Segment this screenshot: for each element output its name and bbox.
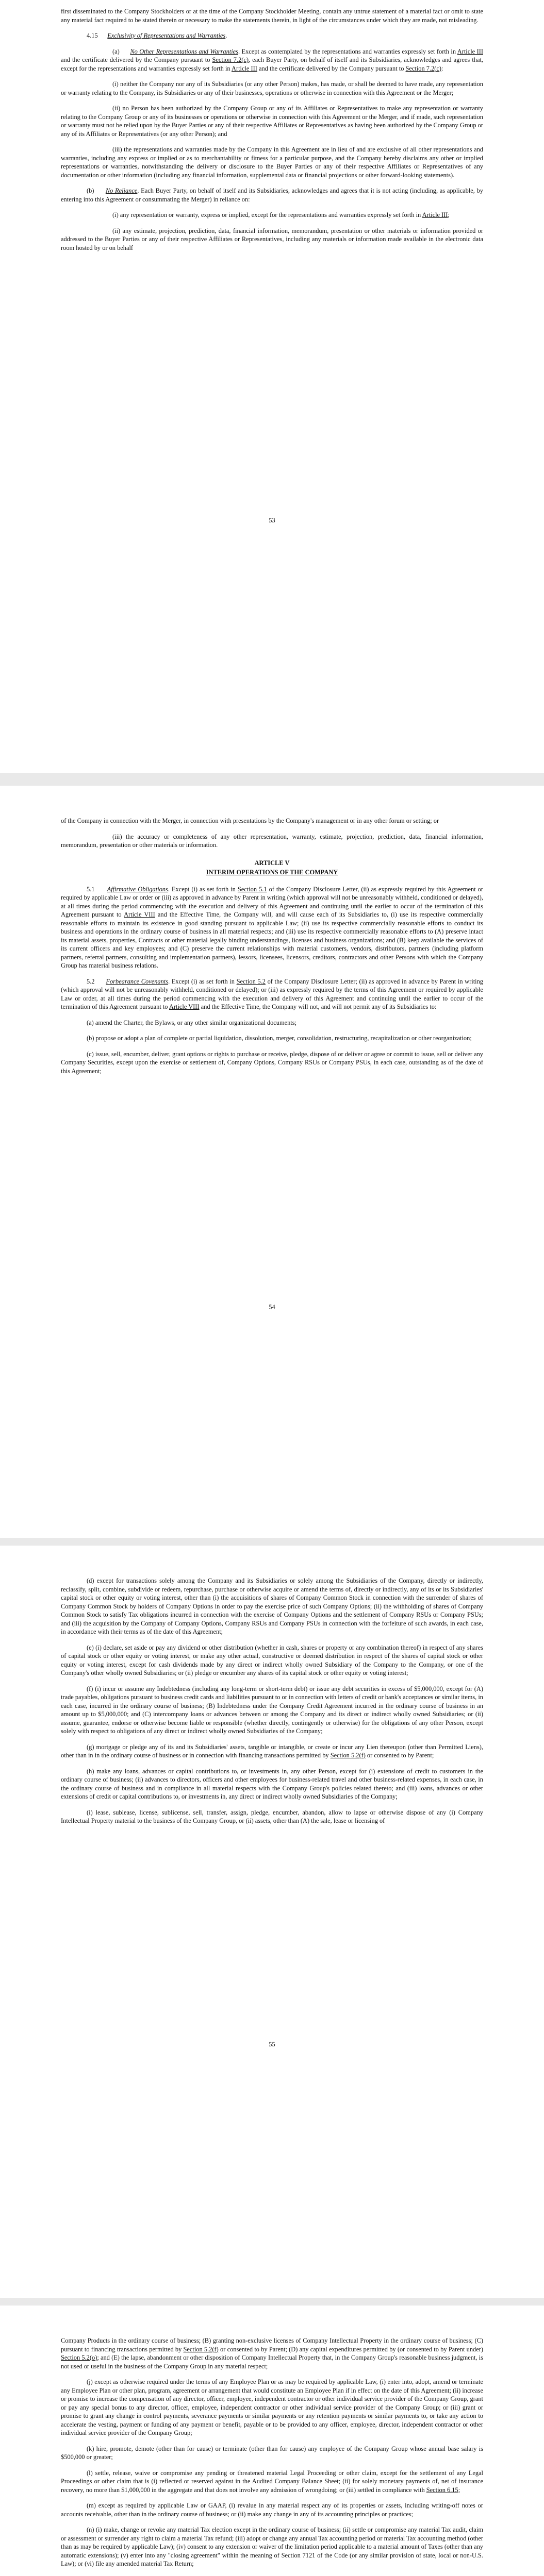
page-53 [0, 0, 544, 773]
cross-reference: Section 5.1 [237, 885, 267, 893]
clause-4-15-b-i: (i) any representation or warranty, express or implied, except for the representations and warranties expressly set forth in Article III; [112, 211, 450, 218]
clause-5-2-k: (k) hire, promote, demote (other than for cause) or terminate (other than for cause) any employee of the Company Group whose annual base salary is $500,000 or greater; [61, 2445, 483, 2461]
clause-5-2-l: (l) settle, release, waive or compromise any pending or threatened material Legal Proceeding or other claim, except for the settlement of any Legal Proceedings or other claim that is (i) reflected or reserved against in the Audited Company Balance Sheet; (ii) for solely monetary payments of, net of insurance recovery, no more than $1,000,000 in the aggregate and that does not involve any admission of wrongdoing; or (iii) settled in compliance with Section 6.15; [61, 2469, 483, 2494]
article-number: ARTICLE V [254, 859, 290, 867]
cross-reference: Section 6.15 [426, 2486, 458, 2494]
clause-5-2-n: (n) (i) make, change or revoke any material Tax election except in the ordinary course of business; (ii) settle or compromise any material Tax audit, claim or assessment or surrender any right to claim a material Tax refund; (iii) adopt or change any annual Tax accounting period or material Tax accounting method (other than as may be required by applicable Law); (iv) consent to any extension or waiver of the limitation period applicable to a material amount of Taxes (other than any automatic extensions); (v) enter into any "closing agreement" within the meaning of Section 7121 of the Code (or any similar provision of state, local or non-U.S. Law); or (vi) file any amended material Tax Return; [61, 2526, 483, 2567]
cross-reference: Section 5.2 [236, 977, 266, 985]
clause-4-15-b-ii: (ii) any estimate, projection, prediction, data, financial information, memorandum, presentation or other materials or information provided or addressed to the Buyer Parties or any of their respective Affiliates or Representatives, including any materials or information made available in the electronic data room hosted by or on behalf [61, 227, 483, 251]
cross-reference: Section 5.2(o) [61, 2354, 97, 2361]
section-4-15-a: (a) No Other Representations and Warranties. Except as contemplated by the representations and warranties expressly set forth in Article III and the certificate delivered by the Company pursuant to Section 7.2(c), each Buyer Party, on behalf of itself and its Subsidiaries, acknowledges and agrees that, except for the representations and warranties expressly set forth in Article III and the certificate delivered by the Company pursuant to Section 7.2(c): [61, 47, 484, 72]
cross-reference: Section 7.2(c) [212, 56, 249, 63]
clause-5-2-h: (h) make any loans, advances or capital contributions to, or investments in, any other Person, except for (i) extensions of credit to customers in the ordinary course of business; (ii) advances to directors, officers and other employees for business-related travel and other business-related expenses, in each case, in the ordinary course of business and in compliance in all material respects with the Company Group's policies related thereto; and (iii) loans, advances or other extensions of credit or capital contributions to, or investments in, any direct or indirect wholly owned Subsidiaries of the Company; [61, 1767, 483, 1800]
clause-5-2-m: (m) except as required by applicable Law or GAAP, (i) revalue in any material respect any of its properties or assets, including writing-off notes or accounts receivable, other than in the ordinary course of business; or (ii) make any change in any of its accounting principles or practices; [61, 2502, 483, 2518]
clause-5-2-j: (j) except as otherwise required under the terms of any Employee Plan or as may be required by applicable Law, (i) enter into, adopt, amend or terminate any Employee Plan or other plan, program, agreement or arrangement that would constitute an Employee Plan if in effect on the date of this Agreement; (ii) increase or promise to increase the compensation of any director, officer, employee, independent contractor or other individual service provider of the Company Group, grant or pay any special bonus to any director, officer, employee, independent contractor or other individual service provider of the Company Group; or (iii) grant or promise to grant any change in control payments, severance payments or similar payments or any retention payments or similar payments to, or take any action to accelerate the vesting, payment or funding of any payment or benefit, payable or to be provided to any officer, employee, director, independent contractor or other individual service provider of the Company Group; [61, 2378, 483, 2436]
page-56 [0, 2306, 544, 2576]
clause-4-15-b-iii: (iii) the accuracy or completeness of any other representation, warranty, estimate, projection, prediction, data, financial information, memorandum, presentation or other materials or information. [61, 833, 483, 849]
cross-reference: Article III [232, 64, 257, 72]
cross-reference: Section 5.2(f) [330, 1752, 366, 1759]
paragraph-intro-continuation: first disseminated to the Company Stockholders or at the time of the Company Stockholder Meeting, contain any untrue statement of a material fact or omit to state any material fact required to be stated therein or necessary to make the statements therein, in light of the circumstances under which they are made, not misleading. [61, 8, 483, 24]
clause-5-2-i: (i) lease, sublease, license, sublicense, sell, transfer, assign, pledge, encumber, abandon, allow to lapse or otherwise dispose of any (i) Company Intellectual Property material to the business of the Company Group, or (ii) assets, other than (A) the sale, lease or licensing of [61, 1808, 483, 1824]
page-number: 55 [269, 2041, 275, 2048]
clause-5-2-a: (a) amend the Charter, the Bylaws, or any other similar organizational documents; [87, 1019, 297, 1026]
section-title: Affirmative Obligations [107, 885, 168, 893]
cross-reference: Section 5.2(f) [183, 2345, 219, 2353]
clause-4-15-a-iii: (iii) the representations and warranties made by the Company in this Agreement are in lieu of and are exclusive of all other representations and warranties, including any express or implied or as to merchantability or fitness for a particular purpose, and the Company hereby disclaims any other or implied representations or warranties, notwithstanding the delivery or disclosure to the Buyer Parties or any of their respective Affiliates or Representatives of any documentation or other information (including any financial information, supplemental data or financial projections or other forward-looking statements). [61, 146, 483, 179]
subsection-title: No Reliance [105, 187, 138, 194]
clause-5-2-i-continuation: Company Products in the ordinary course of business; (B) granting non-exclusive licenses of Company Intellectual Property in the ordinary course of business; (C) pursuant to financing transactions permitted by Section 5.2(f) or consented to by Parent; (D) any capital expenditures permitted by (or consented to by Parent under) Section 5.2(o); and (E) the lapse, abandonment or other disposition of Company Intellectual Property that, in the Company Group's reasonable business judgment, is not used or useful in the business of the Company Group in any material respect; [61, 2337, 483, 2370]
page-number: 53 [269, 517, 275, 524]
clause-4-15-b-ii-continuation: of the Company in connection with the Merger, in connection with presentations by the Company's management or in any other forum or setting; or [61, 817, 439, 824]
cross-reference: Section 7.2(c) [405, 64, 442, 72]
page-number: 54 [269, 1303, 275, 1311]
subsection-title: No Other Representations and Warranties [130, 47, 239, 55]
clause-4-15-a-i: (i) neither the Company nor any of its Subsidiaries (or any other Person) makes, has made, or shall be deemed to have made, any representation or warranty relating to the Company, its Subsidiaries or any of their businesses, operations or otherwise in connection with this Agreement or the Merger; [61, 80, 483, 96]
page-54 [0, 786, 544, 1538]
clause-5-2-b: (b) propose or adopt a plan of complete or partial liquidation, dissolution, merger, consolidation, restructuring, recapitalization or other reorganization; [87, 1035, 472, 1042]
page-55 [0, 1546, 544, 2298]
cross-reference: Article VIII [124, 911, 155, 918]
section-5-2: 5.2 Forbearance Covenants. Except (i) as set forth in Section 5.2 of the Company Disclosure Letter; (ii) as approved in advance by Parent in writing (which approval will not be unreasonably withheld, conditioned or delayed); or (iii) as expressly required by the terms of this Agreement or required by applicable Law or order, at all times during the period commencing with the execution and delivery of this Agreement and continuing until the earlier to occur of the termination of this Agreement pursuant to Article VIII and the Effective Time, the Company will not, and will not permit any of its Subsidiaries to: [61, 977, 483, 1010]
clause-5-2-g: (g) mortgage or pledge any of its and its Subsidiaries' assets, tangible or intangible, or create or incur any Lien thereupon (other than Permitted Liens), other than in in the ordinary course of business or in connection with financing transactions permitted by Section 5.2(f) or consented to by Parent; [61, 1743, 483, 1759]
article-title: INTERIM OPERATIONS OF THE COMPANY [206, 869, 338, 876]
section-4-15-b: (b) No Reliance. Each Buyer Party, on behalf of itself and its Subsidiaries, acknowledges and agrees that it is not acting (including, as applicable, by entering into this Agreement or consummating the Merger) in reliance on: [61, 187, 483, 203]
clause-5-2-d: (d) except for transactions solely among the Company and its Subsidiaries or solely among the Subsidiaries of the Company, directly or indirectly, reclassify, split, combine, subdivide or redeem, repurchase, purchase or otherwise acquire or amend the terms of, directly or indirectly, any of its or its Subsidiaries' capital stock or other equity or voting interest, other than (i) the acquisitions of shares of Company Common Stock in connection with the surrender of shares of Company Common Stock by holders of Company Options in order to pay the exercise price of such Company Options; (ii) the withholding of shares of Company Common Stock to satisfy Tax obligations incurred in connection with the exercise of Company Options and the settlement of Company RSUs or Company PSUs; and (iii) the acquisition by the Company of Company Options, Company RSUs and Company PSUs in connection with the forfeiture of such awards, in each case, in accordance with their terms as of the date of this Agreement; [61, 1577, 483, 1635]
section-number: 4.15 [87, 32, 98, 39]
section-title: Forbearance Covenants [106, 977, 169, 985]
section-title: Exclusivity of Representations and Warranties [107, 32, 226, 39]
cross-reference: Article VIII [169, 1003, 200, 1010]
clause-4-15-a-ii: (ii) no Person has been authorized by the Company Group or any of its Affiliates or Representatives to make any representation or warranty relating to the Company Group or any of its businesses or operations or otherwise in connection with this Agreement or the Merger, and if made, such representation or warranty must not be relied upon by the Buyer Parties or any of their respective Affiliates or Representatives as having been authorized by the Company Group or any of its Affiliates or Representatives (or any other Person); and [61, 105, 483, 138]
clause-5-2-e: (e) (i) declare, set aside or pay any dividend or other distribution (whether in cash, shares or property or any combination thereof) in respect of any shares of capital stock or other equity or voting interest, or make any other actual, constructive or deemed distribution in respect of the shares of capital stock or other equity or voting interest, except for cash dividends made by any direct or indirect wholly owned Subsidiary of the Company to the Company, or one of the Company's other wholly owned Subsidiaries; or (ii) pledge or encumber any shares of its capital stock or other equity or voting interest; [61, 1643, 483, 1676]
section-5-1: 5.1 Affirmative Obligations. Except (i) as set forth in Section 5.1 of the Company Disclosure Letter, (ii) as expressly required by this Agreement or required by applicable Law or order or (iii) as approved in advance by Parent in writing (which approval will not be unreasonably withheld, conditioned or delayed), at all times during the period commencing with the execution and delivery of this Agreement and continuing until the earlier to occur of the termination of this Agreement pursuant to Article VIII and the Effective Time, the Company will, and will cause each of its Subsidiaries to, (i) use its respective commercially reasonable efforts to maintain its existence in good standing pursuant to applicable Law; (ii) use its respective commercially reasonable efforts to conduct its business and operations in the ordinary course of business in all material respects; and (iii) use its respective commercially reasonable efforts to (A) preserve intact its material assets, properties, Contracts or other material legally binding understandings, licenses and business organizations; and (B) keep available the services of its current officers and key employees; and (C) preserve the current relationships with material customers, vendors, distributors, partners (including platform partners, referral partners, consulting and implementation partners), lessors, licensees, licensors, creditors, contractors and other Persons with which the Company Group has material business relations. [61, 885, 483, 969]
cross-reference: Article III [457, 47, 483, 55]
clause-5-2-c: (c) issue, sell, encumber, deliver, grant options or rights to purchase or receive, pledge, dispose of or deliver or agree or commit to issue, sell or deliver any Company Securities, except upon the exercise or settlement of, Company Options, Company RSUs or Company PSUs, in each case, outstanding as of the date of this Agreement; [61, 1050, 483, 1075]
section-4-15-heading: 4.15 Exclusivity of Representations and Warranties. [87, 32, 227, 39]
cross-reference: Article III [422, 211, 448, 218]
clause-5-2-f: (f) (i) incur or assume any Indebtedness (including any long-term or short-term debt) or issue any debt securities in excess of $5,000,000, except for (A) trade payables, obligations pursuant to business credit cards and liabilities pursuant to or in connection with letters of credit or bank's acceptances or similar items, in each case, incurred in the ordinary course of business; (B) Indebtedness under the Company Credit Agreement incurred in the ordinary course of business in an amount up to $5,000,000; and (C) intercompany loans or advances between or among the Company and its direct or indirect wholly owned Subsidiaries; or (ii) assume, guarantee, endorse or otherwise become liable or responsible (whether directly, contingently or otherwise) for the obligations of any other Person, except solely with respect to obligations of any direct or indirect wholly owned Subsidiaries of the Company; [61, 1685, 483, 1735]
